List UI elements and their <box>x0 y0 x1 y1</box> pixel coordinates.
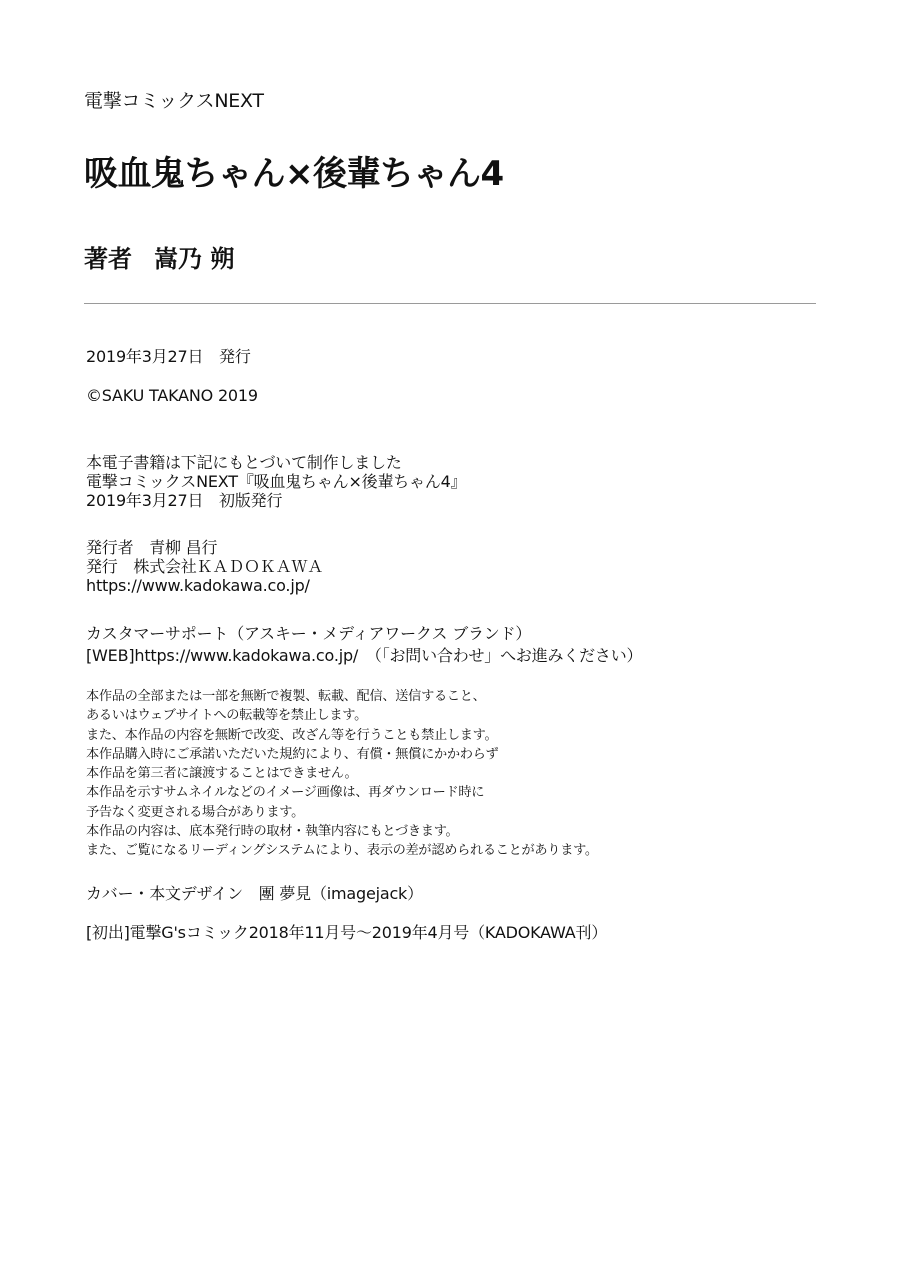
series-name: 電撃コミックスNEXT <box>84 90 264 112</box>
source-edition-line: 電撃コミックスNEXT『吸血鬼ちゃん×後輩ちゃん4』 <box>86 472 467 491</box>
copyright-notice: ©SAKU TAKANO 2019 <box>86 386 258 405</box>
legal-line: 予告なく変更される場合があります。 <box>86 804 305 820</box>
legal-line: 本作品の全部または一部を無断で複製、転載、配信、送信すること、 <box>86 689 486 704</box>
first-appearance: [初出]電撃G'sコミック2018年11月号～2019年4月号（KADOKAWA刊） <box>86 923 608 942</box>
author-line <box>84 239 234 274</box>
legal-line: また、ご覧になるリーディングシステムにより、表示の差が認められることがあります。 <box>86 843 598 859</box>
publisher-company: 発行 株式会社ＫＡＤＯＫＡＷＡ <box>86 557 324 576</box>
legal-line: あるいはウェブサイトへの転載等を禁止します。 <box>86 708 368 724</box>
source-edition-line: 2019年3月27日 初版発行 <box>86 491 283 510</box>
legal-line: 本作品購入時にご承諾いただいた規約により、有償・無償にかかわらず <box>86 746 499 762</box>
author-name: 嵩乃 朔 <box>154 245 235 273</box>
source-edition-line: 本電子書籍は下記にもとづいて制作しました <box>86 453 402 472</box>
publisher-url: https://www.kadokawa.co.jp/ <box>86 576 310 595</box>
legal-notice <box>86 687 598 861</box>
publisher-block <box>86 538 323 595</box>
publisher-person: 発行者 青柳 昌行 <box>86 538 218 557</box>
source-edition-block <box>86 453 466 510</box>
customer-support-block <box>86 623 642 667</box>
legal-line: また、本作品の内容を無断で改変、改ざん等を行うことも禁止します。 <box>86 727 498 743</box>
design-credit: カバー・本文デザイン 團 夢見（imagejack） <box>86 884 423 903</box>
support-heading: カスタマーサポート（アスキー・メディアワークス ブランド） <box>86 624 532 643</box>
divider <box>84 303 816 304</box>
legal-line: 本作品の内容は、底本発行時の取材・執筆内容にもとづきます。 <box>86 824 459 840</box>
book-title: 吸血鬼ちゃん×後輩ちゃん4 <box>84 154 504 194</box>
legal-line: 本作品を示すサムネイルなどのイメージ画像は、再ダウンロード時に <box>86 785 485 801</box>
publication-date: 2019年3月27日 発行 <box>86 347 251 366</box>
legal-line: 本作品を第三者に譲渡することはできません。 <box>86 766 358 782</box>
support-web: [WEB]https://www.kadokawa.co.jp/ （「お問い合わせ」へお進みください） <box>86 646 643 665</box>
author-label: 著者 <box>84 245 132 273</box>
